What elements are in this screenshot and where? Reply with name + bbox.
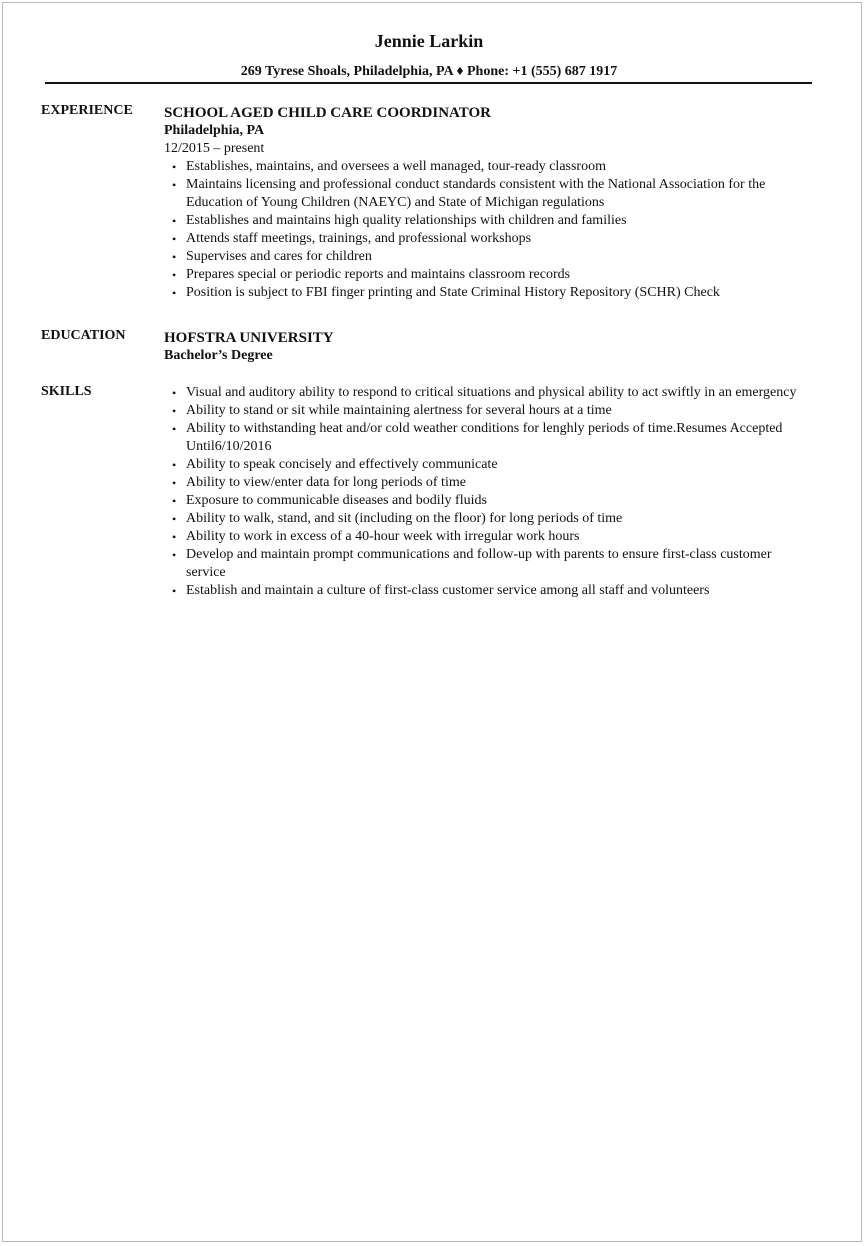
bullet-icon: • <box>172 386 177 400</box>
bullet-icon: • <box>172 286 177 300</box>
list-item <box>164 248 824 266</box>
list-item-text: Ability to view/enter data for long periods of time <box>186 475 466 490</box>
list-item-text: Exposure to communicable diseases and bodily fluids <box>186 493 487 508</box>
bullet-icon: • <box>172 268 177 282</box>
list-item-text: Supervises and cares for children <box>186 249 372 264</box>
list-item <box>164 528 804 546</box>
list-item <box>164 456 804 474</box>
list-item-text: Ability to work in excess of a 40-hour week with irregular work hours <box>186 529 580 544</box>
bullet-icon: • <box>172 160 177 174</box>
list-item <box>164 158 824 176</box>
candidate-name: Jennie Larkin <box>374 31 484 51</box>
school-name: HOFSTRA UNIVERSITY <box>164 330 334 346</box>
list-item <box>164 420 804 456</box>
list-item-text: Prepares special or periodic reports and maintains classroom records <box>186 267 571 282</box>
bullet-icon: • <box>172 584 177 598</box>
education-section <box>164 329 824 365</box>
list-item <box>164 384 804 402</box>
list-item <box>164 582 804 600</box>
bullet-icon: • <box>172 512 177 526</box>
bullet-icon: • <box>172 530 177 544</box>
bullet-icon: • <box>172 214 177 228</box>
list-item-text: Establish and maintain a culture of first-class customer service among all staff and volunteers <box>186 583 710 598</box>
experience-bullets <box>164 158 824 302</box>
list-item-text: Ability to withstanding heat and/or cold weather conditions for lenghly periods of time.Resumes Accepted Until6/10/2016 <box>186 421 783 454</box>
bullet-icon: • <box>172 404 177 418</box>
list-item <box>164 510 804 528</box>
bullet-icon: • <box>172 494 177 508</box>
bullet-icon: • <box>172 476 177 490</box>
skills-bullets <box>164 384 804 600</box>
bullet-icon: • <box>172 232 177 246</box>
job-title: SCHOOL AGED CHILD CARE COORDINATOR <box>164 105 491 121</box>
list-item <box>164 402 804 420</box>
resume-page <box>2 2 862 1242</box>
list-item <box>164 230 824 248</box>
header-divider <box>45 82 812 84</box>
list-item-text: Ability to walk, stand, and sit (including on the floor) for long periods of time <box>186 511 623 526</box>
bullet-icon: • <box>172 422 177 436</box>
job-dates: 12/2015 – present <box>164 141 265 156</box>
bullet-icon: • <box>172 178 177 192</box>
list-item-text: Establishes, maintains, and oversees a well managed, tour-ready classroom <box>186 159 606 174</box>
list-item-text: Attends staff meetings, trainings, and professional workshops <box>186 231 532 246</box>
skills-section <box>164 384 804 600</box>
list-item <box>164 474 804 492</box>
degree: Bachelor’s Degree <box>164 348 273 363</box>
list-item-text: Ability to speak concisely and effectively communicate <box>186 457 498 472</box>
bullet-icon: • <box>172 250 177 264</box>
contact-line: 269 Tyrese Shoals, Philadelphia, PA ♦ Phone: +1 (555) 687 1917 <box>240 64 618 79</box>
bullet-icon: • <box>172 458 177 472</box>
section-label-experience: EXPERIENCE <box>41 103 133 118</box>
list-item <box>164 284 824 302</box>
section-label-education: EDUCATION <box>41 328 126 343</box>
job-location: Philadelphia, PA <box>164 123 265 138</box>
list-item <box>164 176 824 212</box>
list-item-text: Visual and auditory ability to respond to critical situations and physical ability to act swiftly in an emergency <box>186 385 797 400</box>
list-item-text: Maintains licensing and professional conduct standards consistent with the National Association for the Education of Young Children (NAEYC) and State of Michigan regulations <box>186 177 766 210</box>
list-item-text: Position is subject to FBI finger printing and State Criminal History Repository (SCHR) Check <box>186 285 720 300</box>
list-item <box>164 266 824 284</box>
list-item-text: Establishes and maintains high quality relationships with children and families <box>186 213 627 228</box>
list-item <box>164 492 804 510</box>
experience-section <box>164 104 824 302</box>
list-item <box>164 546 804 582</box>
list-item <box>164 212 824 230</box>
section-label-skills: SKILLS <box>41 384 92 399</box>
list-item-text: Develop and maintain prompt communications and follow-up with parents to ensure first-class customer service <box>186 547 772 580</box>
bullet-icon: • <box>172 548 177 562</box>
list-item-text: Ability to stand or sit while maintaining alertness for several hours at a time <box>186 403 612 418</box>
